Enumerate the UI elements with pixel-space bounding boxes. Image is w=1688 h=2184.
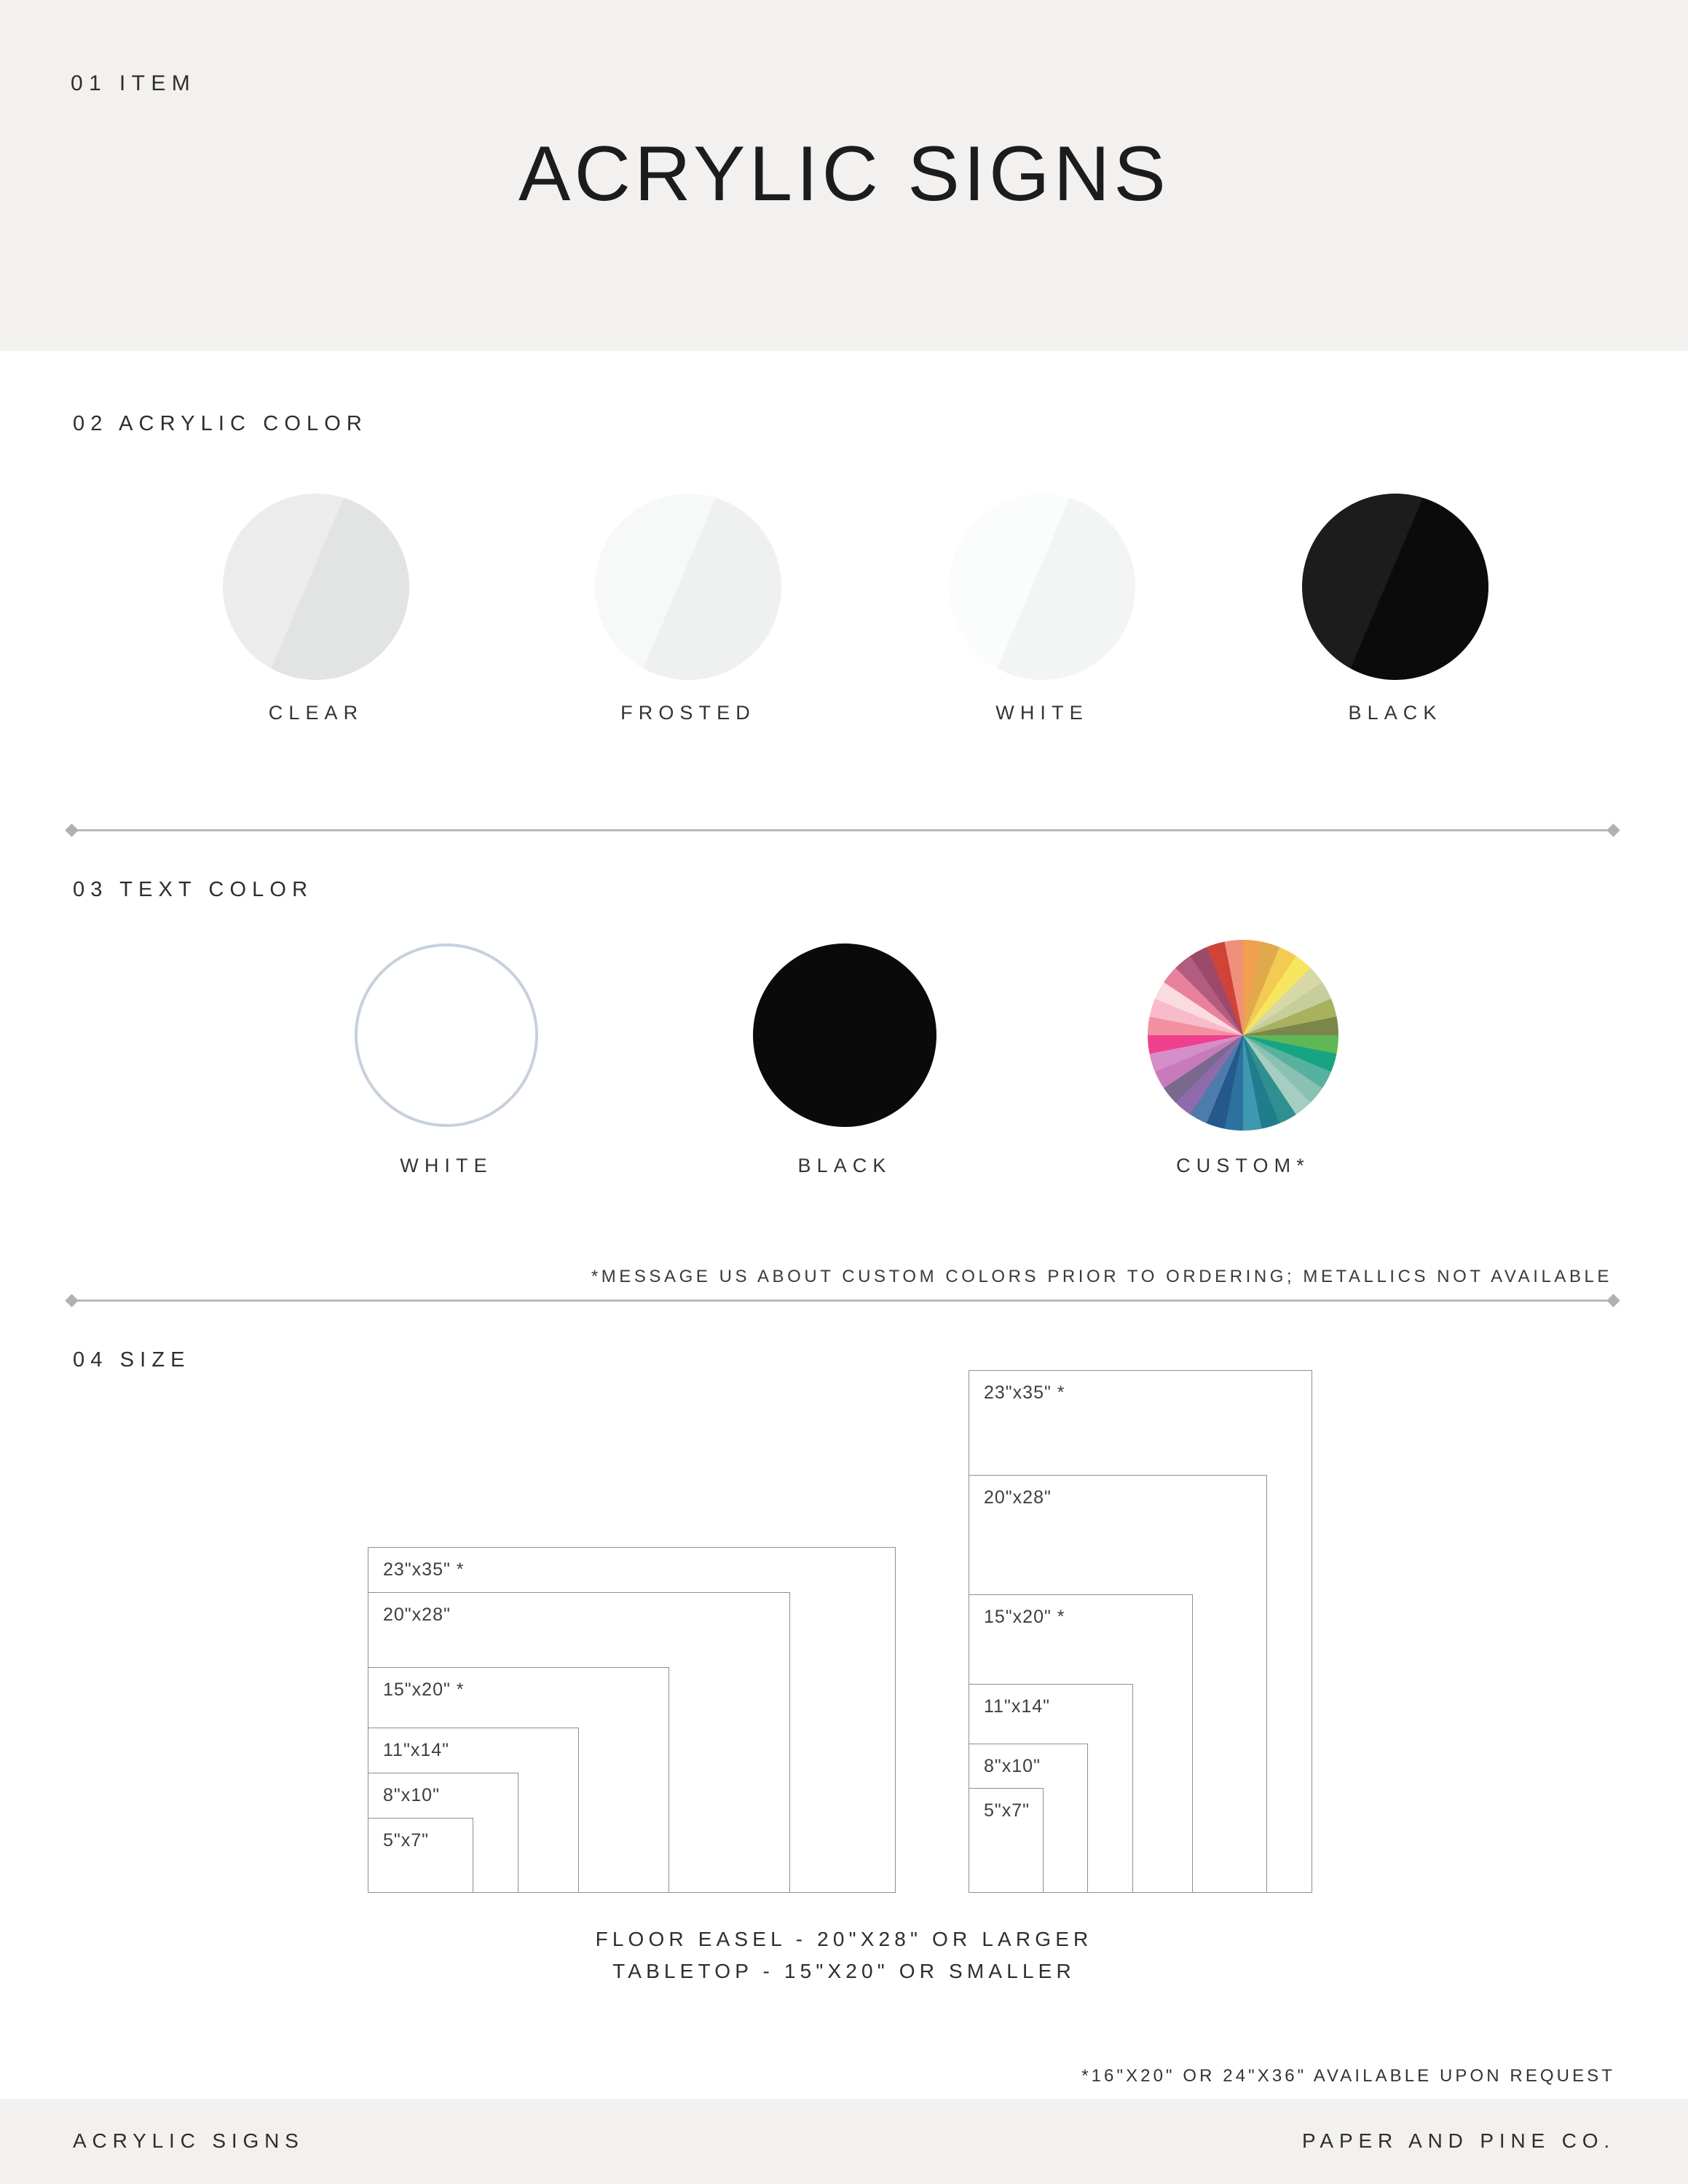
acrylic-swatch-label-white: WHITE bbox=[995, 702, 1089, 724]
size-rect-landscape-5x7 bbox=[368, 1818, 473, 1893]
footer-product-name: ACRYLIC SIGNS bbox=[73, 2129, 304, 2152]
section-04-size-heading: 04 SIZE bbox=[73, 1348, 191, 1372]
size-label: 20"x28" bbox=[984, 1487, 1052, 1508]
text-color-swatch-custom-color-wheel bbox=[1148, 940, 1338, 1131]
section-02-acrylic-color-heading: 02 ACRYLIC COLOR bbox=[73, 412, 368, 435]
text-color-swatch-white bbox=[355, 943, 538, 1127]
size-label: 5"x7" bbox=[984, 1800, 1030, 1821]
acrylic-swatch-label-black: BLACK bbox=[1348, 702, 1443, 724]
section-03-text-color-heading: 03 TEXT COLOR bbox=[73, 878, 314, 901]
page-title: ACRYLIC SIGNS bbox=[518, 130, 1170, 217]
size-request-note: *16"X20" OR 24"X36" AVAILABLE UPON REQUEST bbox=[1081, 2066, 1615, 2086]
acrylic-swatch-white bbox=[949, 494, 1135, 680]
size-label: 15"x20" * bbox=[984, 1607, 1065, 1627]
size-label: 23"x35" * bbox=[984, 1382, 1065, 1403]
acrylic-swatch-label-clear: CLEAR bbox=[268, 702, 364, 724]
size-label: 23"x35" * bbox=[383, 1559, 465, 1580]
acrylic-swatch-frosted bbox=[595, 494, 781, 680]
section-divider bbox=[69, 829, 1616, 831]
acrylic-swatch-clear bbox=[223, 494, 409, 680]
size-label: 5"x7" bbox=[383, 1830, 430, 1851]
divider-diamond-right bbox=[1606, 1294, 1620, 1307]
text-color-label-white: WHITE bbox=[400, 1155, 493, 1176]
divider-diamond-left bbox=[65, 823, 78, 836]
acrylic-swatch-black bbox=[1302, 494, 1488, 680]
custom-color-note: *MESSAGE US ABOUT CUSTOM COLORS PRIOR TO ORDERING; METALLICS NOT AVAILABLE bbox=[591, 1267, 1612, 1286]
acrylic-swatch-label-frosted: FROSTED bbox=[620, 702, 756, 724]
display-caption-tabletop: TABLETOP - 15"X20" OR SMALLER bbox=[612, 1960, 1076, 1982]
size-label: 15"x20" * bbox=[383, 1679, 465, 1700]
size-label: 11"x14" bbox=[984, 1696, 1051, 1717]
section-divider bbox=[69, 1299, 1616, 1302]
section-01-item-label: 01 ITEM bbox=[71, 71, 197, 95]
text-color-label-custom: CUSTOM* bbox=[1176, 1155, 1310, 1176]
footer-brand-name: PAPER AND PINE CO. bbox=[1301, 2129, 1615, 2152]
divider-diamond-left bbox=[65, 1294, 78, 1307]
text-color-swatch-black bbox=[753, 943, 936, 1127]
size-label: 8"x10" bbox=[984, 1756, 1041, 1776]
divider-diamond-right bbox=[1606, 823, 1620, 836]
display-caption-floor-easel: FLOOR EASEL - 20"X28" OR LARGER bbox=[595, 1928, 1093, 1950]
size-label: 8"x10" bbox=[383, 1785, 440, 1805]
size-rect-portrait-5x7 bbox=[969, 1788, 1044, 1893]
text-color-label-black: BLACK bbox=[797, 1155, 892, 1176]
size-label: 11"x14" bbox=[383, 1740, 450, 1760]
size-label: 20"x28" bbox=[383, 1605, 451, 1625]
